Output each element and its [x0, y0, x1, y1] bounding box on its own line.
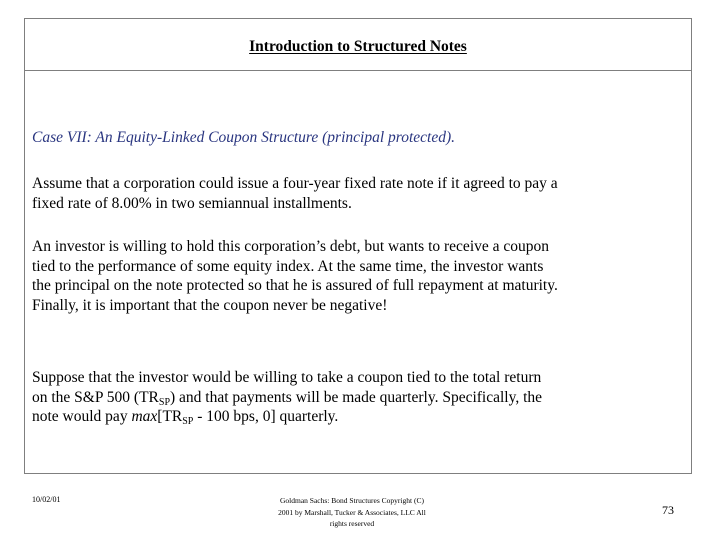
slide-header — [25, 19, 691, 71]
paragraph-3-line-3-start: note would pay — [32, 408, 132, 425]
paragraph-2-line-4: Finally, it is important that the coupon never be negative! — [32, 296, 388, 314]
paragraph-3-line-3-end: - 100 bps, 0] quarterly. — [193, 408, 339, 425]
trsp-subscript-2: SP — [182, 416, 194, 427]
case-title: Case VII: An Equity-Linked Coupon Structure (principal protected). — [32, 129, 456, 146]
paragraph-2-line-1: An investor is willing to hold this corporation’s debt, but wants to receive a coupon — [32, 238, 550, 255]
paragraph-3-line-2-end: ) and that payments will be made quarterly. Specifically, the — [170, 388, 543, 406]
slide-title: Introduction to Structured Notes — [249, 38, 467, 55]
footer-copyright — [232, 495, 472, 530]
paragraph-1-line-1: Assume that a corporation could issue a four-year fixed rate note if it agreed to pay a — [32, 175, 558, 192]
paragraph-3-line-1: Suppose that the investor would be willing to take a coupon tied to the total return — [32, 369, 542, 386]
page-number: 73 — [662, 503, 674, 517]
footer-date: 10/02/01 — [32, 495, 61, 504]
max-function: max — [131, 408, 158, 425]
trsp-subscript: SP — [158, 396, 171, 408]
footer-copyright-line-1: Goldman Sachs: Bond Structures Copyright (C) — [280, 496, 424, 505]
paragraph-3-line-2 — [32, 388, 542, 408]
footer-copyright-line-2: 2001 by Marshall, Tucker & Associates, LLC All — [278, 507, 426, 517]
paragraph-2-line-3: the principal on the note protected so that he is assured of full repayment at maturity. — [32, 277, 558, 294]
slide-content — [32, 128, 656, 427]
paragraph-3-line-2-start: on the S&P 500 (TR — [32, 388, 159, 406]
paragraph-3-line-3-mid: [TR — [157, 408, 183, 425]
paragraph-2-line-2: tied to the performance of some equity index. At the same time, the investor wants — [32, 257, 544, 275]
paragraph-3-line-3 — [32, 407, 542, 427]
paragraph-1 — [32, 174, 558, 213]
paragraph-3 — [32, 368, 542, 427]
paragraph-1-line-2: fixed rate of 8.00% in two semiannual installments. — [32, 194, 352, 212]
paragraph-2 — [32, 237, 558, 315]
footer-copyright-line-3: rights reserved — [329, 519, 375, 528]
